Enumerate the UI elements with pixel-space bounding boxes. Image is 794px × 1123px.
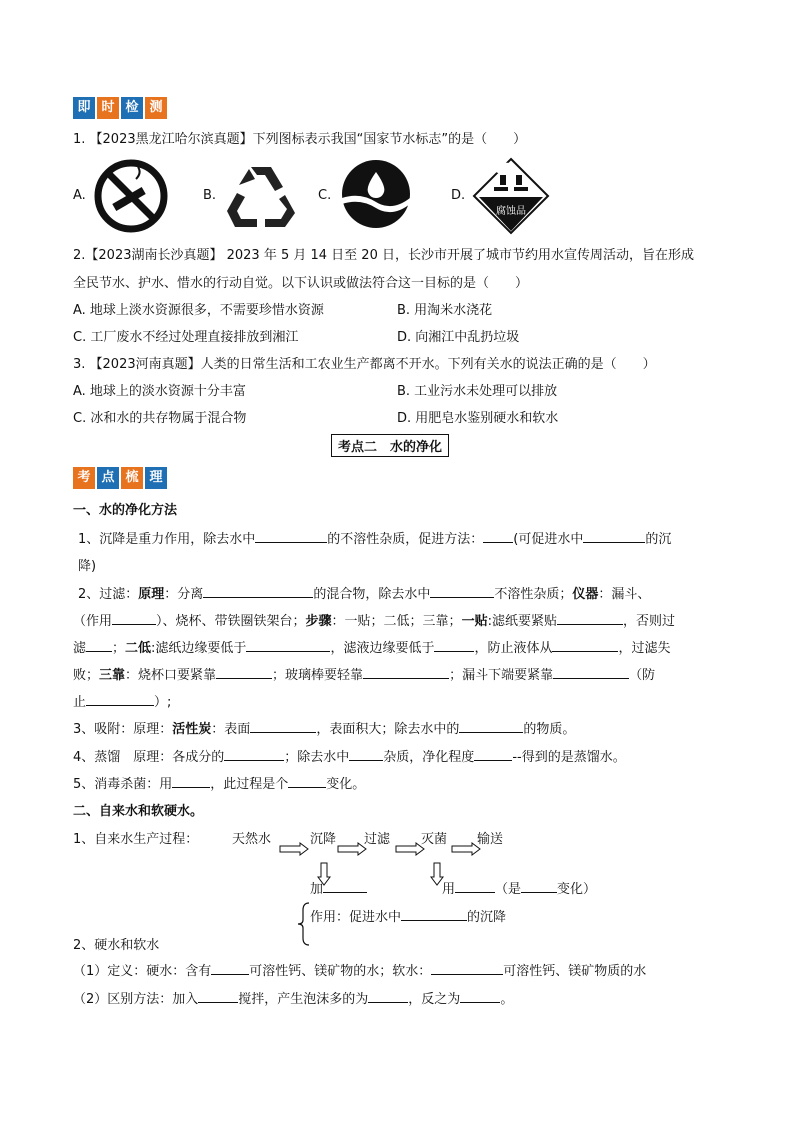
blank	[323, 880, 367, 893]
water-saving-icon	[340, 158, 412, 230]
text: （是	[495, 882, 522, 897]
filtration-line-1	[78, 583, 650, 602]
brace-icon	[297, 902, 311, 946]
text: 的混合物，除去水中	[313, 587, 431, 602]
blank	[86, 693, 154, 706]
blank	[401, 908, 467, 921]
blank	[431, 962, 503, 975]
flow-step-sterilization: 灭菌	[421, 832, 448, 847]
text: ：烧杯口要紧靠	[125, 668, 217, 683]
blank	[246, 639, 330, 652]
text: ）;	[154, 695, 172, 710]
text: ，防止液体从	[474, 641, 553, 656]
text: :滤纸要紧贴	[487, 614, 557, 629]
flow-role	[310, 906, 506, 925]
filtration-line-2	[73, 610, 675, 629]
text: 仪器	[572, 587, 599, 602]
blank	[255, 530, 327, 543]
text: （作用	[73, 614, 113, 629]
blank	[203, 585, 313, 598]
blank	[583, 530, 645, 543]
filtration-line-3	[73, 637, 670, 656]
q3-option-a: A. 地球上的淡水资源十分丰富	[73, 384, 246, 399]
text: 加	[310, 882, 324, 897]
blank	[521, 880, 557, 893]
blank	[483, 530, 513, 543]
blank	[86, 639, 112, 652]
blank	[459, 720, 523, 733]
no-smoking-icon	[92, 157, 170, 235]
text: 止	[73, 695, 87, 710]
text: 的沉	[645, 532, 672, 547]
blank	[430, 585, 494, 598]
distillation-line	[73, 746, 626, 765]
text: 原理	[138, 587, 165, 602]
sedimentation-line-2: 降)	[78, 559, 97, 574]
text: 变化）	[557, 882, 597, 897]
option-b-label: B.	[203, 188, 217, 203]
text: 滤	[73, 641, 87, 656]
badge-char: 时	[97, 97, 119, 119]
flow-label: 1、自来水生产过程：	[73, 832, 199, 847]
flow-step-delivery: 输送	[477, 832, 504, 847]
q3-option-b: B. 工业污水未处理可以排放	[397, 384, 558, 399]
q2-option-d: D. 向湘江中乱扔垃圾	[397, 330, 520, 345]
text: （防	[629, 668, 656, 683]
question-2-line-1: 2.【2023湖南长沙真题】 2023 年 5 月 14 日至 20 日，长沙市开展了城市节约用水宣传周活动，旨在形成	[73, 248, 694, 263]
text: 5、消毒杀菌：用	[73, 777, 173, 792]
blank	[557, 612, 623, 625]
text: (可促进水中	[513, 532, 584, 547]
badge-char: 理	[145, 467, 167, 489]
hard-soft-distinction	[73, 988, 513, 1007]
heading-purification-methods: 一、水的净化方法	[73, 503, 178, 518]
text: 1、沉降是重力作用，除去水中	[78, 532, 256, 547]
text: 步骤	[305, 614, 332, 629]
flow-use	[442, 878, 596, 897]
text: 二低	[125, 641, 152, 656]
recycle-icon	[221, 157, 301, 233]
text: ，反之为	[408, 992, 461, 1007]
text: ：一贴；二低；三靠；	[331, 614, 462, 629]
text: ，否则过	[622, 614, 675, 629]
q3-option-d: D. 用肥皂水鉴别硬水和软水	[397, 411, 559, 426]
text: 4、蒸馏 原理：各成分的	[73, 750, 225, 765]
text: （1）定义：硬水：含有	[73, 964, 212, 979]
adsorption-line	[73, 718, 575, 737]
blank	[224, 748, 284, 761]
blank	[198, 990, 238, 1003]
text: ）、烧杯、带铁圈铁架台；	[156, 614, 306, 629]
sedimentation-line-1	[78, 528, 671, 547]
question-1-text: 1. 【2023黑龙江哈尔滨真题】下列图标表示我国“国家节水标志”的是（ ）	[73, 132, 527, 147]
blank	[250, 720, 316, 733]
blank	[455, 880, 495, 893]
text: ，滤液边缘要低于	[330, 641, 435, 656]
text: 作用：促进水中	[310, 910, 402, 925]
text: ；	[112, 641, 126, 656]
section-title: 考点二 水的净化	[331, 434, 449, 457]
blank	[474, 748, 512, 761]
text: 败；	[73, 668, 100, 683]
corrosive-label: 腐蚀品	[496, 206, 526, 217]
text: ；除去水中	[284, 750, 350, 765]
badge-char: 检	[121, 97, 143, 119]
q2-option-a: A. 地球上淡水资源很多，不需要珍惜水资源	[73, 303, 324, 318]
q2-option-c: C. 工厂废水不经过处理直接排放到湘江	[73, 330, 299, 345]
blank	[552, 639, 618, 652]
text: 的物质。	[523, 722, 576, 737]
blank	[363, 666, 449, 679]
heading-tap-water: 二、自来水和软硬水。	[73, 804, 204, 819]
badge-char: 即	[73, 97, 95, 119]
text: ：分离	[164, 587, 204, 602]
corrosive-icon	[472, 157, 550, 235]
option-c-label: C.	[318, 188, 332, 203]
badge-char: 梳	[121, 467, 143, 489]
text: 变化。	[326, 777, 366, 792]
blank	[460, 990, 500, 1003]
q3-option-c: C. 冰和水的共存物属于混合物	[73, 411, 247, 426]
blank	[288, 775, 326, 788]
badge-char: 点	[97, 467, 119, 489]
q2-option-b: B. 用淘米水浇花	[397, 303, 493, 318]
disinfection-line	[73, 773, 365, 792]
arrow-right-icon	[338, 843, 366, 855]
text: 3、吸附：原理：	[73, 722, 173, 737]
text: 活性炭	[172, 722, 212, 737]
text: ：漏斗、	[598, 587, 651, 602]
filtration-line-4	[73, 664, 655, 683]
blank	[553, 666, 629, 679]
text: 一贴	[461, 614, 488, 629]
text: 可溶性钙、镁矿物的水；软水：	[249, 964, 432, 979]
arrow-right-icon	[280, 843, 308, 855]
blank	[216, 666, 272, 679]
flow-add	[310, 878, 367, 897]
question-2-line-2: 全民节水、护水、惜水的行动自觉。以下认识或做法符合这一目标的是（ ）	[73, 276, 529, 291]
text: 三靠	[99, 668, 126, 683]
blank	[368, 990, 408, 1003]
badge-char: 测	[145, 97, 167, 119]
text: --得到的是蒸馏水。	[512, 750, 626, 765]
arrow-right-icon	[396, 843, 424, 855]
flow-step-sedimentation: 沉降	[310, 832, 337, 847]
text: 。	[500, 992, 514, 1007]
hard-soft-definition	[73, 960, 646, 979]
badge-key-points	[73, 467, 167, 489]
hard-soft-title: 2、硬水和软水	[73, 938, 160, 953]
text: 杂质，净化程度	[383, 750, 475, 765]
filtration-line-5	[73, 691, 171, 710]
text: 可溶性钙、镁矿物质的水	[503, 964, 647, 979]
flow-step-natural-water: 天然水	[232, 832, 272, 847]
text: ，表面积大；除去水中的	[316, 722, 460, 737]
badge-char: 考	[73, 467, 95, 489]
text: 的沉降	[467, 910, 507, 925]
text: ；漏斗下端要紧靠	[449, 668, 554, 683]
blank	[434, 639, 474, 652]
blank	[211, 962, 249, 975]
text: ，过滤失	[618, 641, 671, 656]
option-d-label: D.	[451, 188, 466, 203]
blank	[349, 748, 383, 761]
arrow-right-icon	[452, 843, 480, 855]
blank	[172, 775, 210, 788]
question-3-line-1: 3. 【2023河南真题】人类的日常生活和工农业生产都离不开水。下列有关水的说法正确的是（ ）	[73, 357, 656, 372]
text: 2、过滤：	[78, 587, 139, 602]
text: ，此过程是个	[210, 777, 289, 792]
badge-instant-test	[73, 97, 167, 119]
flow-step-filtration: 过滤	[364, 832, 391, 847]
text: 不溶性杂质；	[494, 587, 573, 602]
text: 用	[442, 882, 456, 897]
text: （2）区别方法：加入	[73, 992, 199, 1007]
text: ：表面	[211, 722, 251, 737]
blank	[112, 612, 156, 625]
text: 的不溶性杂质，促进方法：	[327, 532, 484, 547]
option-a-label: A.	[73, 188, 86, 203]
text: ；玻璃棒要轻靠	[272, 668, 364, 683]
text: :滤纸边缘要低于	[151, 641, 247, 656]
text: 搅拌，产生泡沫多的为	[238, 992, 369, 1007]
